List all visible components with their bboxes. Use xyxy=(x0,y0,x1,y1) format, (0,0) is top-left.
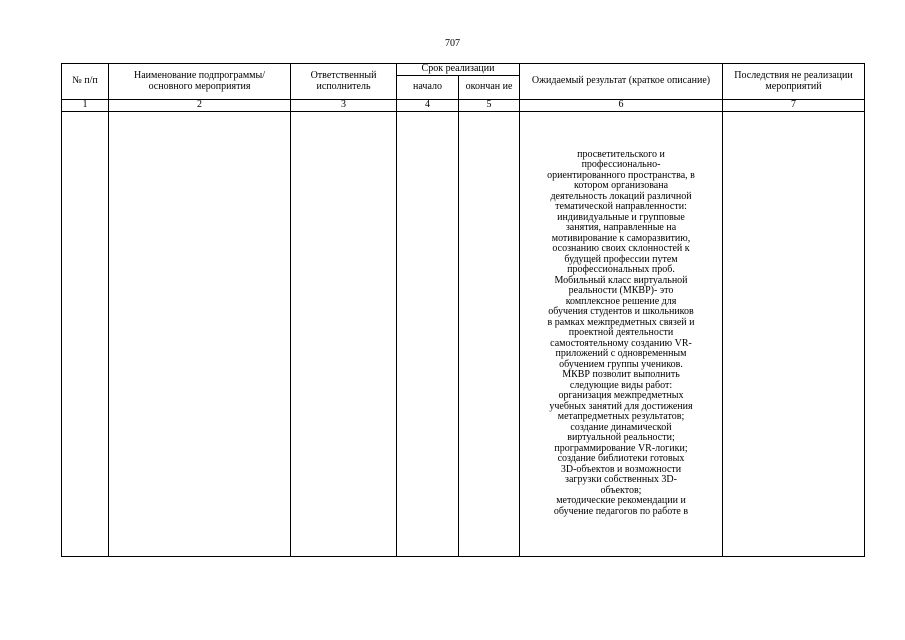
result-line: просветительского и xyxy=(577,148,665,160)
result-line: будущей профессии путем xyxy=(564,253,678,265)
result-line: обучения студентов и школьников xyxy=(548,306,694,318)
result-line: организация межпредметных xyxy=(558,390,684,402)
result-line: загрузки собственных 3D- xyxy=(565,474,677,486)
result-line: профессионально- xyxy=(581,159,661,171)
result-line: осознанию своих склонностей к xyxy=(552,243,690,255)
result-line: проектной деятельности xyxy=(568,327,674,339)
result-line: объектов; xyxy=(600,484,642,496)
table-row xyxy=(62,111,865,556)
header-term: Срок реализации xyxy=(397,64,520,76)
result-line: создание динамической xyxy=(570,421,672,433)
result-line: создание библиотеки готовых xyxy=(557,453,685,465)
header-name: Наименование подпрограммы/ основного мероприятия xyxy=(109,64,291,100)
result-line: 3D-объектов и возможности xyxy=(560,463,682,475)
result-line: в рамках межпредметных связей и xyxy=(547,316,695,328)
result-line: мотивирование к саморазвитию, xyxy=(551,232,691,244)
result-line: программирование VR-логики; xyxy=(554,442,688,454)
result-line: ориентированного пространства, в xyxy=(547,169,695,181)
result-line: приложений с одновременным xyxy=(555,348,687,360)
result-line: комплексное решение для xyxy=(565,295,677,307)
result-line: тематической направленности: xyxy=(555,201,687,213)
header-responsible: Ответственный исполнитель xyxy=(291,64,397,100)
column-number: 2 xyxy=(109,100,291,112)
result-line: профессиональных проб. xyxy=(567,264,675,276)
header-end: окончан ие xyxy=(459,76,520,100)
cell-start xyxy=(397,111,459,556)
header-consequences: Последствия не реализации мероприятий xyxy=(723,64,865,100)
page-number: 707 xyxy=(445,38,460,49)
measures-table xyxy=(61,63,865,557)
result-line: самостоятельному созданию VR- xyxy=(550,337,692,349)
result-line: обучением группы учеников. xyxy=(559,358,683,370)
cell-num xyxy=(62,111,109,556)
column-number-row xyxy=(62,100,865,112)
result-line: Мобильный класс виртуальной xyxy=(554,274,688,286)
result-line: метапредметных результатов; xyxy=(557,411,685,423)
cell-name xyxy=(109,111,291,556)
header-num: № п/п xyxy=(62,64,109,100)
header-result: Ожидаемый результат (краткое описание) xyxy=(520,64,723,100)
column-number: 5 xyxy=(459,100,520,112)
column-number: 3 xyxy=(291,100,397,112)
result-line: реальности (МКВР)- это xyxy=(568,285,674,297)
header-start: начало xyxy=(397,76,459,100)
result-line: деятельность локаций различной xyxy=(550,190,692,202)
cell-responsible xyxy=(291,111,397,556)
column-number: 1 xyxy=(62,100,109,112)
result-line: следующие виды работ: xyxy=(569,379,673,391)
result-text xyxy=(522,150,720,518)
result-line: учебных занятий для достижения xyxy=(549,400,693,412)
result-line: виртуальной реальности; xyxy=(567,432,675,444)
cell-result xyxy=(520,111,723,556)
header-row-1 xyxy=(62,64,865,76)
cell-consequences xyxy=(723,111,865,556)
result-line: занятия, направленные на xyxy=(565,222,677,234)
cell-end xyxy=(459,111,520,556)
result-line: МКВР позволит выполнить xyxy=(562,369,680,381)
column-number: 7 xyxy=(723,100,865,112)
column-number: 4 xyxy=(397,100,459,112)
column-number: 6 xyxy=(520,100,723,112)
result-line: котором организована xyxy=(573,180,669,192)
result-line: обучение педагогов по работе в xyxy=(553,505,689,517)
result-line: методические рекомендации и xyxy=(556,495,686,507)
result-line: индивидуальные и групповые xyxy=(557,211,685,223)
